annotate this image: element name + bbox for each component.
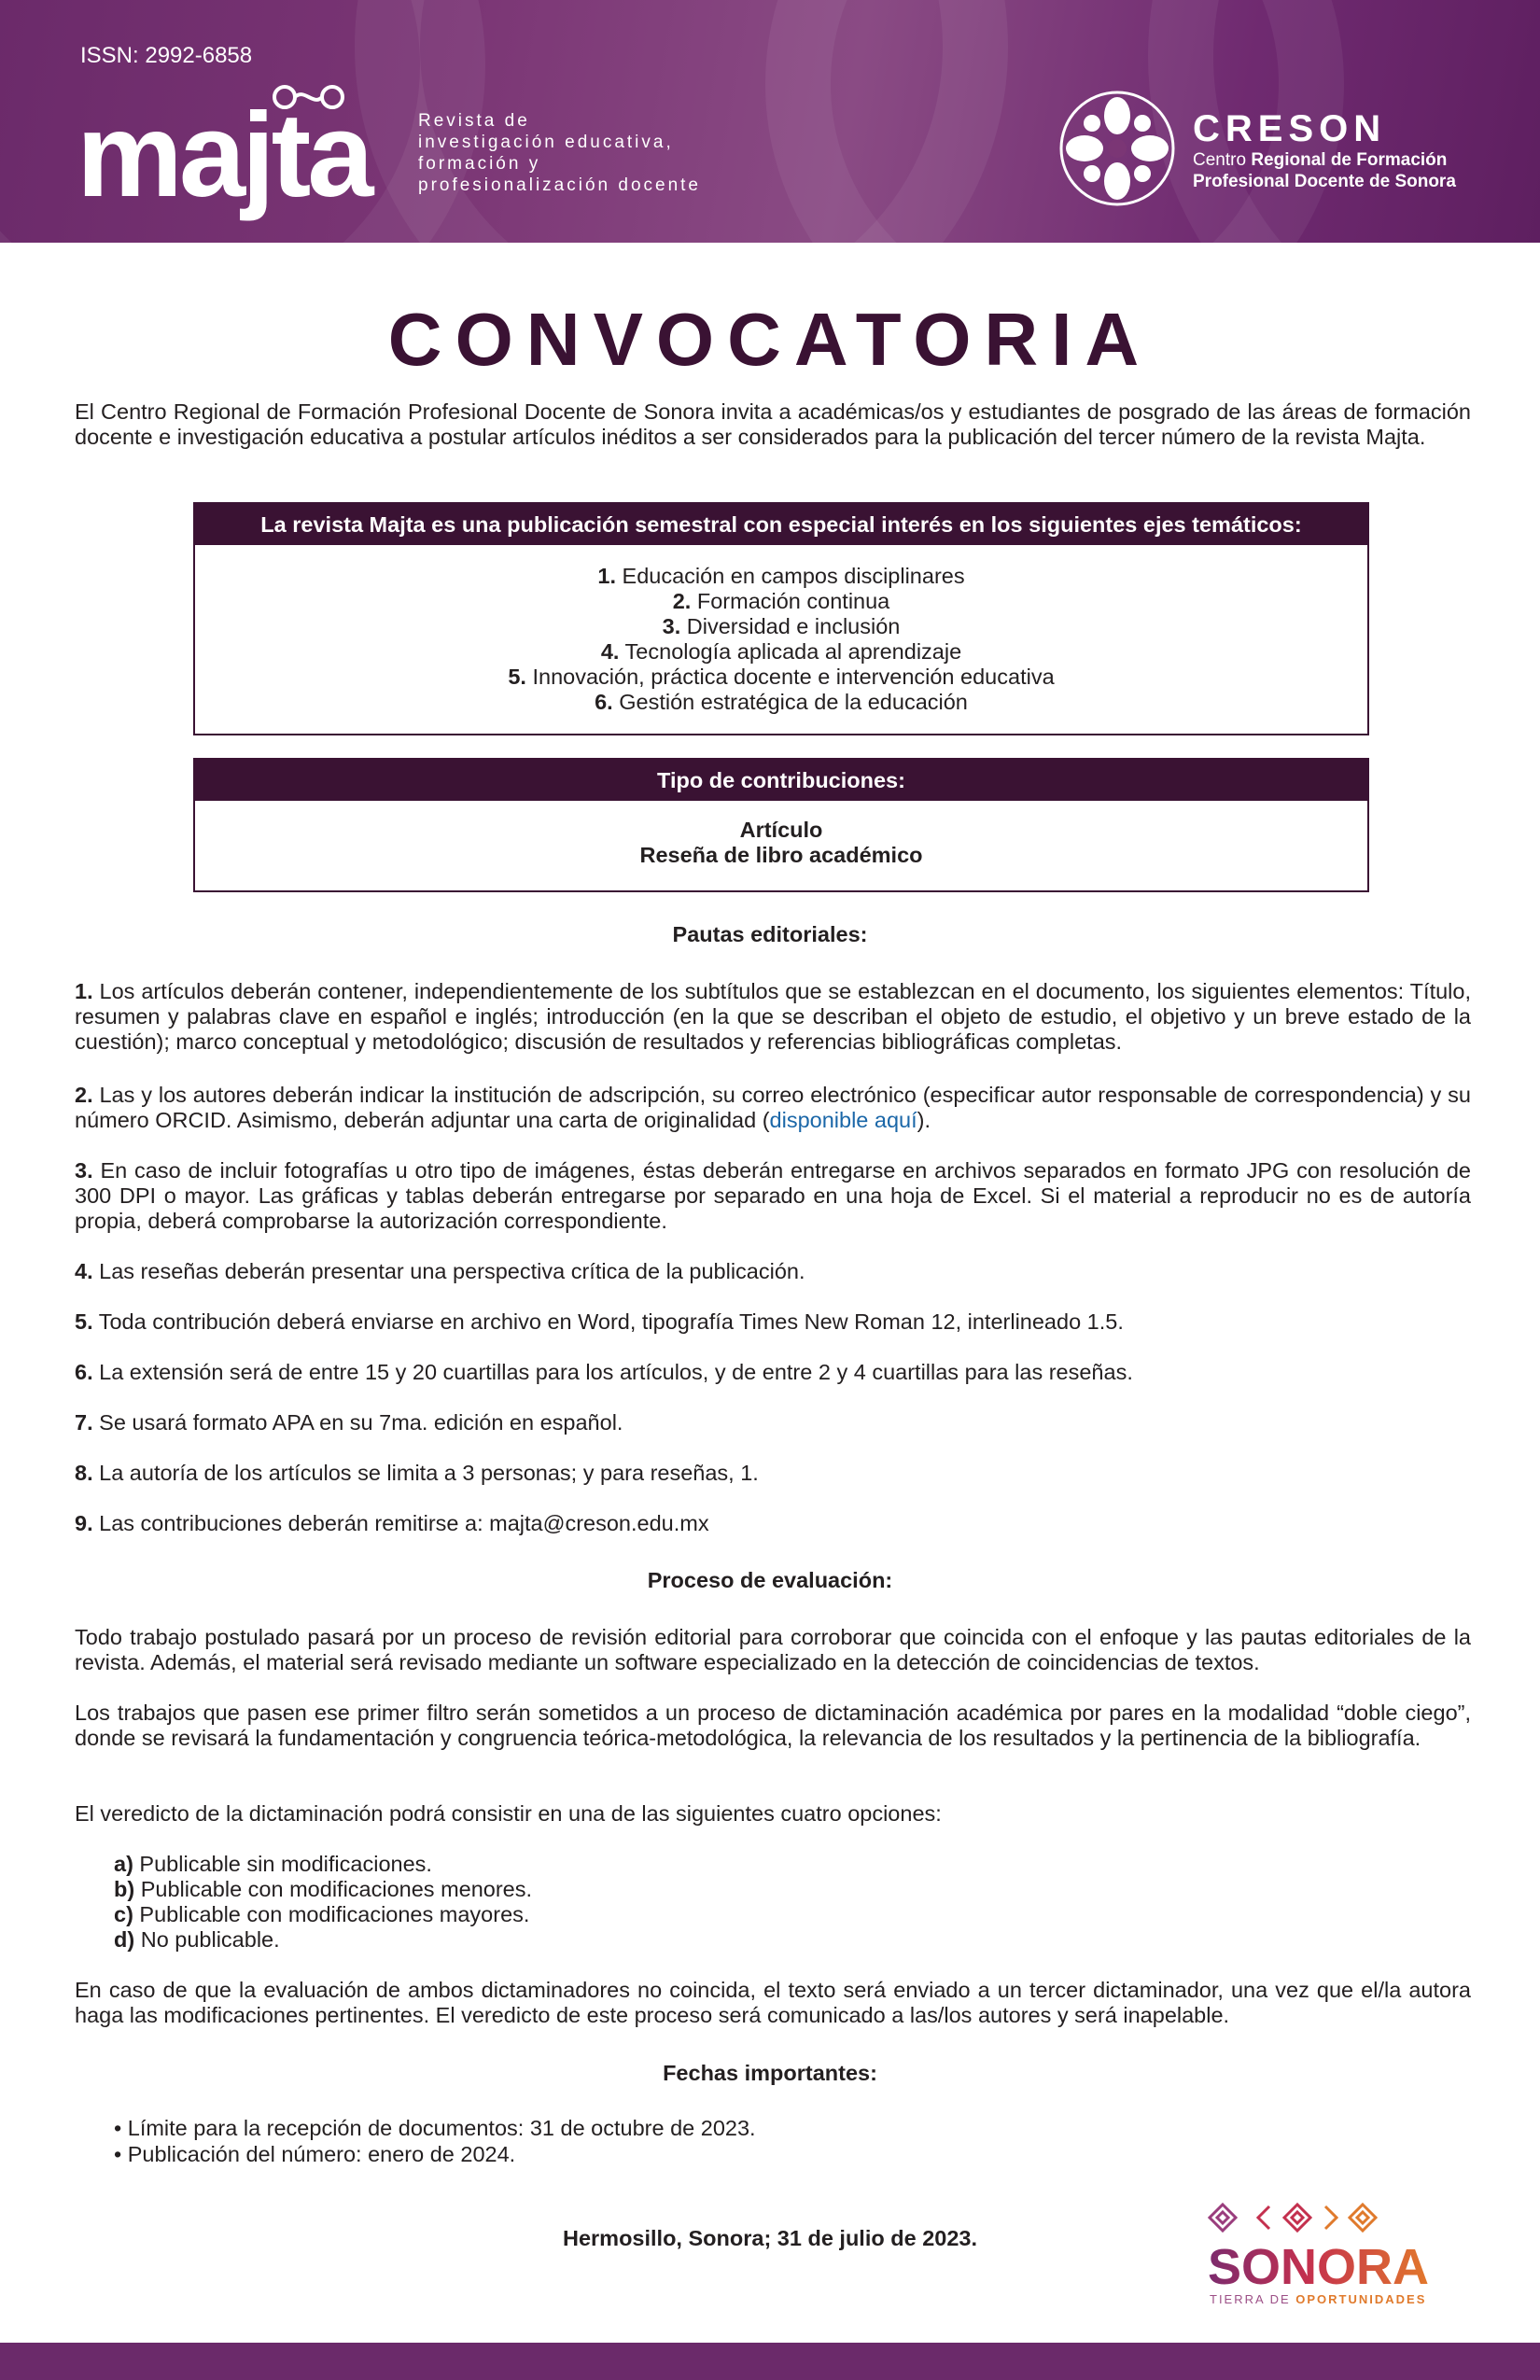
item-number: 2. xyxy=(672,589,692,613)
contribuciones-list xyxy=(195,801,1367,868)
item-number: 1. xyxy=(597,564,616,588)
item-text: Gestión estratégica de la educación xyxy=(612,690,968,714)
veredicto-options xyxy=(114,1852,532,1953)
tagline-part-bold: OPORTUNIDADES xyxy=(1295,2292,1427,2306)
pauta-item xyxy=(75,1511,1471,1536)
item-number: 6. xyxy=(595,690,613,714)
ejes-box xyxy=(193,502,1369,735)
footer-bar xyxy=(0,2343,1540,2380)
list-item: Artículo xyxy=(739,818,823,842)
sonora-wordmark: SONORA xyxy=(1208,2239,1430,2295)
list-item: • Publicación del número: enero de 2024. xyxy=(114,2142,516,2166)
evaluacion-paragraph: En caso de que la evaluación de ambos dictaminadores no coincida, el texto será enviado a un tercer dictaminador, una vez que el/la autora haga las modificaciones pertinentes. El veredicto de este proceso será comunicado a las/los autores y será inapelable. xyxy=(75,1978,1471,2027)
logo-subtitle-line: Revista de xyxy=(418,111,530,131)
creson-emblem-icon xyxy=(1057,88,1178,209)
tagline-part: TIERRA DE xyxy=(1210,2292,1296,2306)
item-text: Publicable con modificaciones mayores. xyxy=(133,1902,530,1926)
evaluacion-paragraph: Todo trabajo postulado pasará por un proceso de revisión editorial para corroborar que coincida con el enfoque y las pautas editoriales de la revista. Además, el material será revisado mediante un software especializado en la detección de coincidencias de textos. xyxy=(75,1625,1471,1674)
list-item xyxy=(114,1902,532,1927)
item-number: 1. xyxy=(75,979,93,1003)
item-text: ). xyxy=(917,1108,931,1132)
item-text: Diversidad e inclusión xyxy=(680,614,901,638)
item-number: 3. xyxy=(662,614,681,638)
logo-subtitle-line: investigación educativa, xyxy=(418,133,674,152)
item-text: Publicable sin modificaciones. xyxy=(133,1852,432,1876)
list-item: Reseña de libro académico xyxy=(639,843,923,867)
item-letter: b) xyxy=(114,1877,135,1901)
page-title: CONVOCATORIA xyxy=(387,298,1153,381)
item-text: Las contribuciones deberán remitirse a: majta@creson.edu.mx xyxy=(92,1511,709,1535)
pauta-item xyxy=(75,1461,1471,1486)
item-letter: d) xyxy=(114,1927,135,1952)
creson-subtitle xyxy=(1193,149,1456,192)
list-item xyxy=(195,665,1367,690)
item-text: La autoría de los artículos se limita a 3 personas; y para reseñas, 1. xyxy=(92,1461,759,1485)
item-text: Publicable con modificaciones menores. xyxy=(134,1877,533,1901)
evaluacion-paragraph: Los trabajos que pasen ese primer filtro serán sometidos a un proceso de dictaminación académica por pares en la modalidad “doble ciego”, donde se revisará la fundamentación y congruencia teórica-metodológica, la relevancia de los resultados y la pertinencia de la bibliografía. xyxy=(75,1701,1471,1750)
evaluacion-heading: Proceso de evaluación: xyxy=(647,1568,893,1592)
item-letter: a) xyxy=(114,1852,133,1876)
item-text: Las y los autores deberán indicar la institución de adscripción, su correo electrónico (especificar autor responsable de correspondencia) y su número ORCID. Asimismo, deberán adjuntar una carta de originalidad ( xyxy=(75,1083,1471,1132)
logo-subtitle xyxy=(418,110,701,196)
pauta-item xyxy=(75,1158,1471,1234)
list-item xyxy=(195,690,1367,715)
pauta-item xyxy=(75,1259,1471,1284)
majta-logo-text: majta xyxy=(77,89,371,222)
item-number: 5. xyxy=(75,1309,93,1334)
fechas-heading: Fechas importantes: xyxy=(663,2061,877,2085)
creson-title: CRESON xyxy=(1193,108,1387,149)
creson-subtitle-word: Centro xyxy=(1193,150,1247,170)
pauta-item xyxy=(75,1410,1471,1435)
item-number: 4. xyxy=(75,1259,93,1283)
signature-line: Hermosillo, Sonora; 31 de julio de 2023. xyxy=(562,2226,978,2250)
creson-subtitle-bold: Regional de Formación xyxy=(1251,150,1448,170)
item-number: 3. xyxy=(75,1158,93,1183)
list-item xyxy=(114,1852,532,1877)
item-text: Las reseñas deberán presentar una perspectiva crítica de la publicación. xyxy=(92,1259,805,1283)
logo-subtitle-line: formación y xyxy=(418,154,541,174)
item-text: Formación continua xyxy=(691,589,890,613)
sonora-tagline xyxy=(1210,2292,1426,2306)
item-text: No publicable. xyxy=(134,1927,280,1952)
item-text: Se usará formato APA en su 7ma. edición en español. xyxy=(92,1410,623,1435)
creson-subtitle-line: Profesional Docente de Sonora xyxy=(1193,172,1456,191)
pauta-item xyxy=(75,1083,1471,1133)
item-text: Toda contribución deberá enviarse en archivo en Word, tipografía Times New Roman 12, interlineado 1.5. xyxy=(92,1309,1124,1334)
disponible-link[interactable]: disponible aquí xyxy=(769,1108,917,1132)
list-item xyxy=(114,1877,532,1902)
item-text: Educación en campos disciplinares xyxy=(616,564,965,588)
header-banner xyxy=(0,0,1540,243)
evaluacion-paragraph: El veredicto de la dictaminación podrá consistir en una de las siguientes cuatro opciones: xyxy=(75,1801,942,1826)
majta-logo xyxy=(77,82,403,222)
item-text: Innovación, práctica docente e intervención educativa xyxy=(525,665,1055,689)
item-letter: c) xyxy=(114,1902,133,1926)
contribuciones-box xyxy=(193,758,1369,892)
creson-subtitle-line xyxy=(1193,149,1456,171)
pautas-heading: Pautas editoriales: xyxy=(672,922,868,946)
item-number: 5. xyxy=(508,665,526,689)
item-number: 8. xyxy=(75,1461,93,1485)
item-number: 7. xyxy=(75,1410,93,1435)
pauta-item xyxy=(75,1309,1471,1335)
list-item: • Límite para la recepción de documentos: 31 de octubre de 2023. xyxy=(114,2116,756,2140)
list-item xyxy=(195,564,1367,589)
list-item xyxy=(114,1927,532,1953)
item-number: 2. xyxy=(75,1083,93,1107)
fechas-list xyxy=(114,2115,756,2167)
ejes-list xyxy=(195,545,1367,715)
list-item xyxy=(195,589,1367,614)
pauta-item xyxy=(75,979,1471,1055)
intro-paragraph: El Centro Regional de Formación Profesional Docente de Sonora invita a académicas/os y estudiantes de posgrado de las áreas de formación docente e investigación educativa a postular artículos inéditos a ser considerados para la publicación del tercer número de la revista Majta. xyxy=(75,399,1471,449)
pauta-item xyxy=(75,1360,1471,1385)
list-item xyxy=(195,639,1367,665)
ejes-heading: La revista Majta es una publicación semestral con especial interés en los siguientes ejes temáticos: xyxy=(195,504,1367,545)
item-text: Los artículos deberán contener, independientemente de los subtítulos que se establezcan en el documento, los siguientes elementos: Título, resumen y palabras clave en español e inglés; introducción (en la que se describan el objeto de estudio, el objetivo y un breve estado de la cuestión); marco conceptual y metodológico; discusión de resultados y referencias bibliográficas completas. xyxy=(75,979,1471,1054)
item-text: Tecnología aplicada al aprendizaje xyxy=(619,639,962,664)
list-item xyxy=(195,614,1367,639)
item-number: 6. xyxy=(75,1360,93,1384)
item-number: 9. xyxy=(75,1511,93,1535)
issn-label: ISSN: 2992-6858 xyxy=(80,43,253,68)
contribuciones-heading: Tipo de contribuciones: xyxy=(195,760,1367,801)
item-text: La extensión será de entre 15 y 20 cuartillas para los artículos, y de entre 2 y 4 cuartillas para las reseñas. xyxy=(92,1360,1133,1384)
item-number: 4. xyxy=(600,639,620,664)
item-text: En caso de incluir fotografías u otro tipo de imágenes, éstas deberán entregarse en archivos separados en formato JPG con resolución de 300 DPI o mayor. Las gráficas y tablas deberán entregarse por separado en una hoja de Excel. Si el material a reproducir no es de autoría propia, deberá comprobarse la autorización correspondiente. xyxy=(75,1158,1471,1233)
logo-subtitle-line: profesionalización docente xyxy=(418,175,701,195)
